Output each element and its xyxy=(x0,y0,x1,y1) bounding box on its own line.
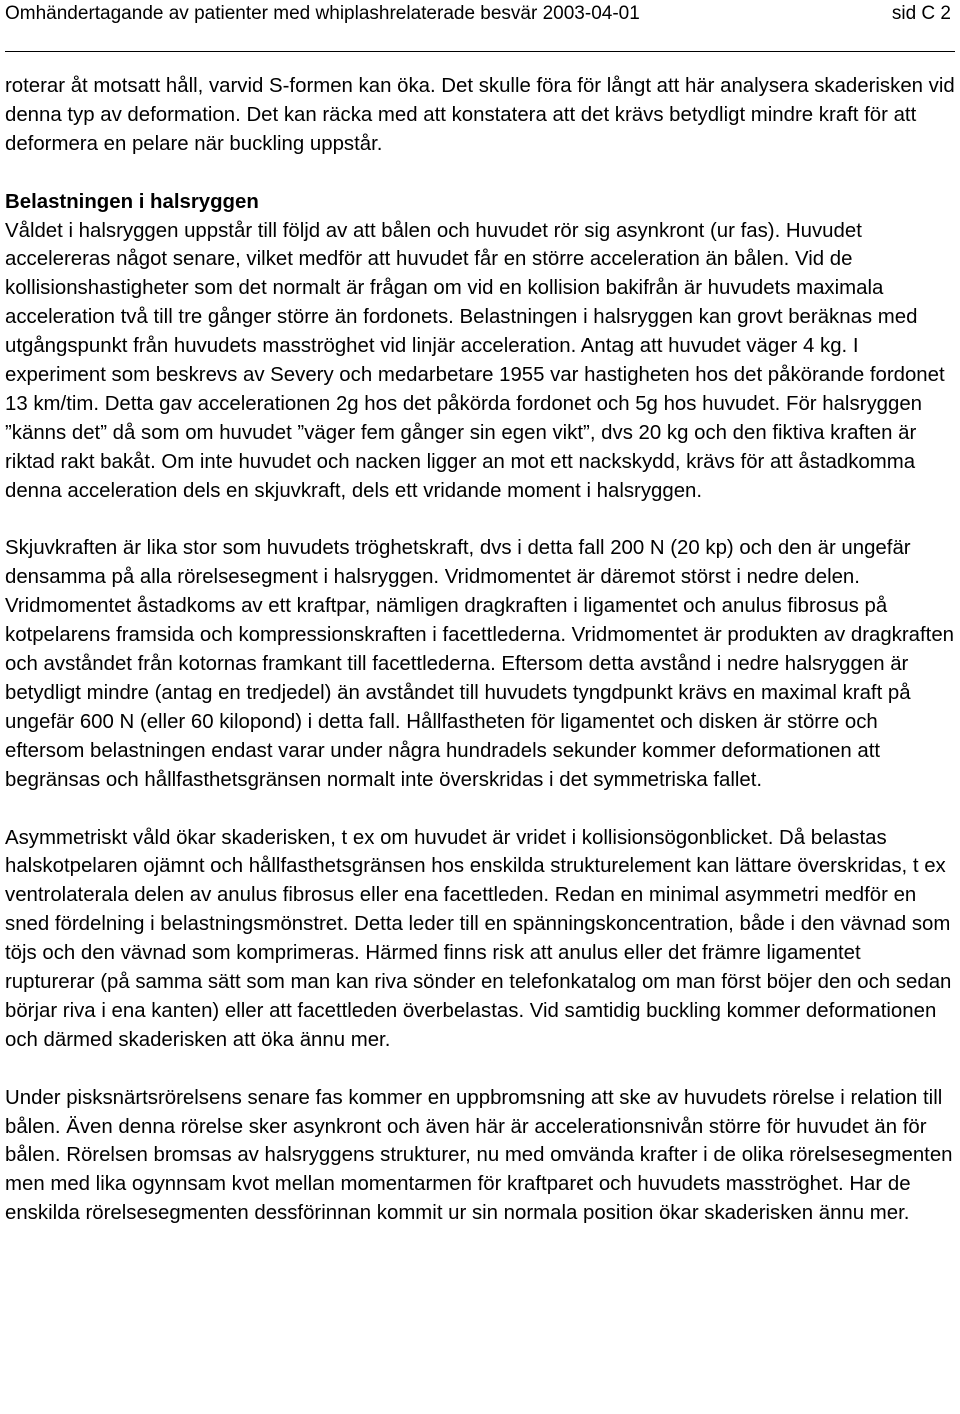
document-body xyxy=(5,72,955,1228)
page-header xyxy=(5,0,955,52)
page-number: sid C 2 xyxy=(891,3,951,24)
section-belastningen xyxy=(5,188,955,506)
header-title: Omhändertagande av patienter med whiplashrelaterade besvär 2003-04-01 xyxy=(5,3,640,24)
body-paragraph: Skjuvkraften är lika stor som huvudets tröghetskraft, dvs i detta fall 200 N (20 kp) och den är ungefär densamma på alla rörelsesegment i halsryggen. Vridmomentet är däremot störst i nedre delen. Vridmomentet åstadkoms av ett kraftpar, nämligen dragkraften i ligamentet och anulus fibrosus på kotpelarens framsida och kompressionskraften i facettlederna. Vridmomentet är produkten av dragkraften och avståndet från kotornas framkant till facettlederna. Eftersom detta avstånd i nedre halsryggen är betydligt mindre (antag en tredjedel) än avståndet till huvudets tyngdpunkt krävs en maximal kraft på ungefär 600 N (eller 60 kilopond) i detta fall. Hållfastheten för ligamentet och disken är större och eftersom belastningen endast varar under några hundradels sekunder kommer deformationen att begränsas och hållfasthetsgränsen normalt inte överskridas i det symmetriska fallet. xyxy=(5,537,955,791)
body-paragraph: Våldet i halsryggen uppstår till följd av att bålen och huvudet rör sig asynkront (ur fas). Huvudet accelereras något senare, vilket medför att huvudet får en större acceleration än bålen. Vid de kollisionshastigheter som det normalt är frågan om vid en kollision bakifrån är huvudets maximala acceleration två till tre gånger större än fordonets. Belastningen i halsryggen kan grovt beräknas med utgångspunkt från huvudets masströghet vid linjär acceleration. Antag att huvudet väger 4 kg. I experiment som beskrevs av Severy och medarbetare 1955 var hastigheten hos det påkörande fordonet 13 km/tim. Detta gav accelerationen 2g hos det påkörda fordonet och 5g hos huvudet. För halsryggen ”känns det” då som om huvudet ”väger fem gånger sin egen vikt”, dvs 20 kg och den fiktiva kraften är riktad rakt bakåt. Om inte huvudet och nacken ligger an mot ett nackskydd, krävs för att åstadkomma denna acceleration dels en skjuvkraft, dels ett vridande moment i halsryggen. xyxy=(5,219,945,502)
body-paragraph: Under pisksnärtsrörelsens senare fas kommer en uppbromsning att ske av huvudets rörelse i relation till bålen. Även denna rörelse sker asynkront och även här är accelerationsnivån större för huvudet än för bålen. Rörelsen bromsas av halsryggens strukturer, nu med omvända krafter i de olika rörelsesegmenten men med lika ogynnsam kvot mellan momentarmen för kraftparet och huvudets masströghet. Har de enskilda rörelsesegmenten dessförinnan kommit ur sin normala position ökar skaderisken ännu mer. xyxy=(5,1086,953,1225)
document-page xyxy=(5,0,955,1228)
section-heading: Belastningen i halsryggen xyxy=(5,190,259,213)
body-paragraph: Asymmetriskt våld ökar skaderisken, t ex om huvudet är vridet i kollisionsögonblicket. Då belastas halskotpelaren ojämnt och hållfasthetsgränsen hos enskilda strukturelement kan lättare överskridas, t ex ventrolaterala delen av anulus fibrosus eller ena facettleden. Redan en minimal asymmetri medför en sned fördelning i belastningsmönstret. Detta leder till en spänningskoncentration, både i den vävnad som töjs och den vävnad som komprimeras. Härmed finns risk att anulus eller det främre ligamentet rupturerar (på samma sätt som man kan riva sönder en telefonkatalog om man först böjer den och sedan börjar riva i ena kanten) eller att facettleden överbelastas. Vid samtidig buckling kommer deformationen och därmed skaderisken att öka ännu mer. xyxy=(5,826,952,1051)
intro-paragraph: roterar åt motsatt håll, varvid S-formen kan öka. Det skulle föra för långt att här analysera skaderisken vid denna typ av deformation. Det kan räcka med att konstatera att det krävs betydligt mindre kraft för att deformera en pelare när buckling uppstår. xyxy=(5,75,955,155)
